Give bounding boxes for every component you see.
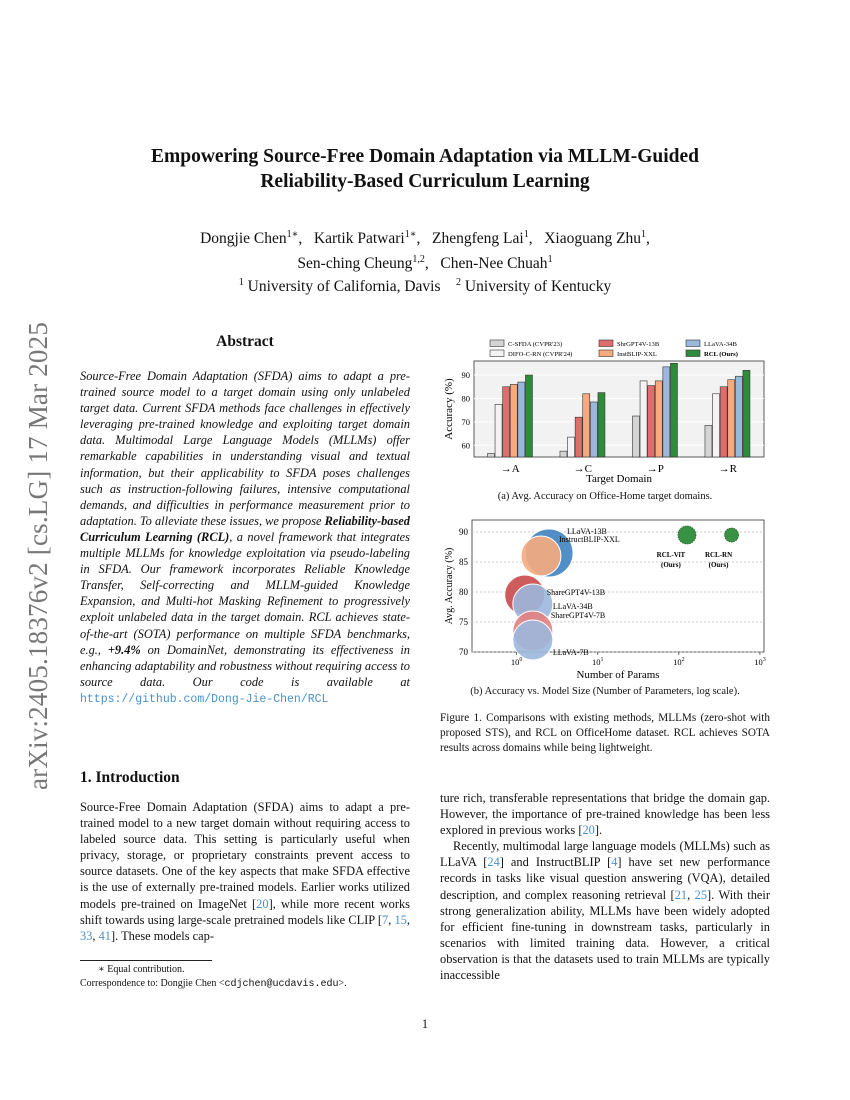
bar <box>518 382 525 457</box>
bar-chart-officehome <box>440 335 770 485</box>
paper-title <box>100 144 750 194</box>
legend-label: C-SFDA (CVPR'23) <box>508 341 563 348</box>
y-tick-label: 85 <box>459 557 468 567</box>
correspondence-note: Correspondence to: Dongjie Chen <cdjchen@ucdavis.edu>. <box>80 978 347 990</box>
y-tick-label: 70 <box>461 416 470 427</box>
bar <box>705 425 712 457</box>
y-axis-label: Accuracy (%) <box>443 378 455 440</box>
citation-link[interactable]: 20 <box>256 896 269 911</box>
bar <box>590 402 597 457</box>
x-tick-label: $10^1$ <box>591 657 604 667</box>
author-name: Dongjie Chen <box>200 230 287 248</box>
scatter-point <box>513 620 553 660</box>
y-axis-label: Avg. Accuracy (%) <box>444 547 455 625</box>
affiliation-1: University of California, Davis <box>247 278 441 296</box>
legend-swatch <box>599 340 613 347</box>
point-label: RCL-RN (Ours) <box>704 551 733 569</box>
affiliation-2: University of Kentucky <box>464 278 612 296</box>
bar <box>720 387 727 457</box>
author-name: Zhengfeng Lai <box>432 230 524 248</box>
y-tick-label: 90 <box>461 370 470 381</box>
paragraph: Recently, multimodal large language models (MLLMs) such as LLaVA [24] and InstructBLIP [4] have set new performance records in tasks like visual question answering (VQA), detailed description, and complex reasoning retrieval [21, 25]. With their strong generalization ability, MLLMs have been widely adopted for efficient fine-tuning in downstream tasks, particularly in scenarios with limited training data. However, a critical observation is that the datasets used to train MLLMs are typically inaccessible <box>440 839 770 983</box>
point-label: LLaVA-34B <box>552 602 593 611</box>
citation-link[interactable]: 41 <box>98 928 111 943</box>
legend-swatch <box>490 350 504 357</box>
citation-link[interactable]: 21 <box>674 887 688 902</box>
author-name: Xiaoguang Zhu <box>544 230 642 248</box>
subfigure-caption-b: (b) Accuracy vs. Model Size (Number of Parameters, log scale). <box>470 686 740 697</box>
citation-link[interactable]: 33 <box>80 928 93 943</box>
y-tick-label: 80 <box>461 393 470 404</box>
citation-link[interactable]: 7 <box>382 912 389 927</box>
bar <box>525 375 532 457</box>
x-axis-label: Target Domain <box>586 473 652 485</box>
arxiv-stamp: arXiv:2405.18376v2 [cs.LG] 17 Mar 2025 <box>23 321 53 790</box>
bar <box>495 404 502 457</box>
x-tick-label: →A <box>500 463 520 475</box>
code-link[interactable]: https://github.com/Dong-Jie-Chen/RCL <box>80 692 329 706</box>
legend-label: RCL (Ours) <box>704 351 738 358</box>
subfigure-caption-a: (a) Avg. Accuracy on Office-Home target domains. <box>497 491 713 502</box>
bar <box>743 370 750 457</box>
point-label: LLaVA-7B <box>552 648 589 657</box>
paragraph: ture rich, transferable representations that bridge the domain gap. However, the importance of pre-trained knowledge has been less explored in previous works [20]. <box>440 791 770 838</box>
legend-label: DIFO-C-RN (CVPR'24) <box>508 351 573 358</box>
intro-column-2 <box>440 790 770 983</box>
chart-legend <box>490 340 738 358</box>
y-tick-label: 90 <box>459 527 468 537</box>
legend-swatch <box>599 350 613 357</box>
bar <box>510 384 517 457</box>
scatter-chart-model-size <box>440 510 770 682</box>
title-line-1: Empowering Source-Free Domain Adaptation via MLLM-Guided <box>151 146 699 167</box>
citation-link[interactable]: 25 <box>694 887 708 902</box>
legend-label: InstBLIP-XXL <box>617 351 657 358</box>
x-tick-label: →C <box>573 463 592 475</box>
x-tick-label: →R <box>718 463 737 475</box>
point-label: RCL-ViT (Ours) <box>656 551 686 569</box>
equal-contribution-note: ∗ Equal contribution. <box>98 964 185 975</box>
bar <box>568 437 575 457</box>
rcl-name: Reliability-based Curriculum Learning (RCL) <box>80 513 410 544</box>
legend-swatch <box>686 350 700 357</box>
bar <box>663 367 670 457</box>
improvement-value: +9.4% <box>107 642 141 657</box>
intro-column-1: Source-Free Domain Adaptation (SFDA) aims to adapt a pre-trained model to a new target domain without requiring access to labeled source data. This setting is particularly useful when privacy, storage, or proprietary constraints prevent access to source datasets. One of the key aspects that make SFDA effective is the use of externally pre-trained models. Earlier works utilized models pre-trained on ImageNet [20], while more recent works shift towards using large-scale pretrained models like CLIP [7, 15, 33, 41]. These models cap- <box>80 800 410 943</box>
legend-swatch <box>686 340 700 347</box>
bar <box>655 381 662 457</box>
x-tick-label: →P <box>646 463 664 475</box>
point-label: InstructBLIP-XXL <box>558 535 620 544</box>
legend-swatch <box>490 340 504 347</box>
bar <box>713 394 720 457</box>
bar <box>735 376 742 457</box>
bar <box>670 363 677 457</box>
figure-caption: Figure 1. Comparisons with existing methods, MLLMs (zero-shot with proposed STS), and RCL on OfficeHome dataset. RCL achieves SOTA results across domains while being lightweight. <box>440 712 770 754</box>
scatter-point <box>521 536 561 576</box>
x-axis-label: Number of Params <box>576 669 660 681</box>
bar <box>648 386 655 457</box>
legend-label: LLaVA-34B <box>704 341 737 348</box>
author-name: Sen-ching Cheung <box>297 255 413 273</box>
point-label: ShareGPT4V-13B <box>546 588 606 597</box>
author-name: Chen-Nee Chuah <box>440 255 548 273</box>
bar <box>487 453 494 457</box>
bar <box>560 451 567 457</box>
citation-link[interactable]: 4 <box>611 855 618 870</box>
bar <box>632 416 639 457</box>
bar <box>728 380 735 457</box>
y-tick-label: 70 <box>459 647 468 657</box>
bar <box>598 393 605 457</box>
y-tick-label: 60 <box>461 440 470 451</box>
x-tick-label: $10^3$ <box>754 657 766 667</box>
section-heading-introduction: 1. Introduction <box>80 769 180 786</box>
abstract-heading: Abstract <box>216 333 274 350</box>
citation-link[interactable]: 24 <box>487 855 500 870</box>
abstract-body: Source-Free Domain Adaptation (SFDA) aims to adapt a pre-trained source model to a target domain using only unlabeled target data. Current SFDA methods face challenges in effectively leveraging pre-trained knowledge and exploiting target domain data. Multimodal Large Language Models (MLLMs) offer remarkable capabilities in understanding visual and textual information, but their applicability to SFDA poses challenges such as instruction-following failures, intensive computational demands, and difficulties in performance measurement prior to adaptation. To alleviate these issues, we propose Reliability-based Curriculum Learning (RCL), a novel framework that integrates multiple MLLMs for knowledge exploitation via pseudo-labeling in SFDA. Our framework incorporates Reliable Knowledge Transfer, Self-correcting and MLLM-guided Knowledge Expansion, and Multi-hot Masking Refinement to progressively exploit unlabeled data in the target domain. RCL achieves state-of-the-art (SOTA) performance on multiple SFDA benchmarks, e.g., +9.4% on DomainNet, demonstrating its effectiveness in enhancing adaptability and robustness without requiring access to source data. Our code is available at https://github.com/Dong-Jie-Chen/RCL <box>80 369 411 706</box>
title-line-2: Reliability-Based Curriculum Learning <box>260 171 590 192</box>
x-tick-label: $10^2$ <box>673 657 685 667</box>
scatter-point <box>678 526 696 544</box>
affiliations: $^1$ University of California, Davis $^2$ University of Kentucky <box>238 277 612 296</box>
footnote-rule <box>80 960 212 961</box>
legend-label: ShrGPT4V-13B <box>617 341 660 348</box>
point-label: ShareGPT4V-7B <box>550 611 606 620</box>
y-tick-label: 80 <box>459 587 468 597</box>
footnote <box>80 963 420 992</box>
email-link[interactable]: cdjchen@ucdavis.edu <box>224 979 339 990</box>
bar <box>583 394 590 457</box>
page-number: 1 <box>421 1017 429 1031</box>
point-label: LLaVA-13B <box>567 527 607 536</box>
y-tick-label: 75 <box>459 617 468 627</box>
bar <box>640 381 647 457</box>
author-name: Kartik Patwari <box>313 230 405 248</box>
bar <box>575 417 582 457</box>
scatter-point <box>725 528 739 542</box>
bar <box>503 387 510 457</box>
citation-link[interactable]: 15 <box>394 912 407 927</box>
author-list: Dongjie Chen$^{1∗}$, Kartik Patwari$^{1∗}$, Zhengfeng Lai$^1$, Xiaoguang Zhu$^1$, Sen-ching Cheung$^{1,2}$, Chen-Nee Chuah$^1$ <box>200 229 650 273</box>
citation-link[interactable]: 20 <box>582 823 595 838</box>
x-tick-label: $10^0$ <box>510 657 523 667</box>
